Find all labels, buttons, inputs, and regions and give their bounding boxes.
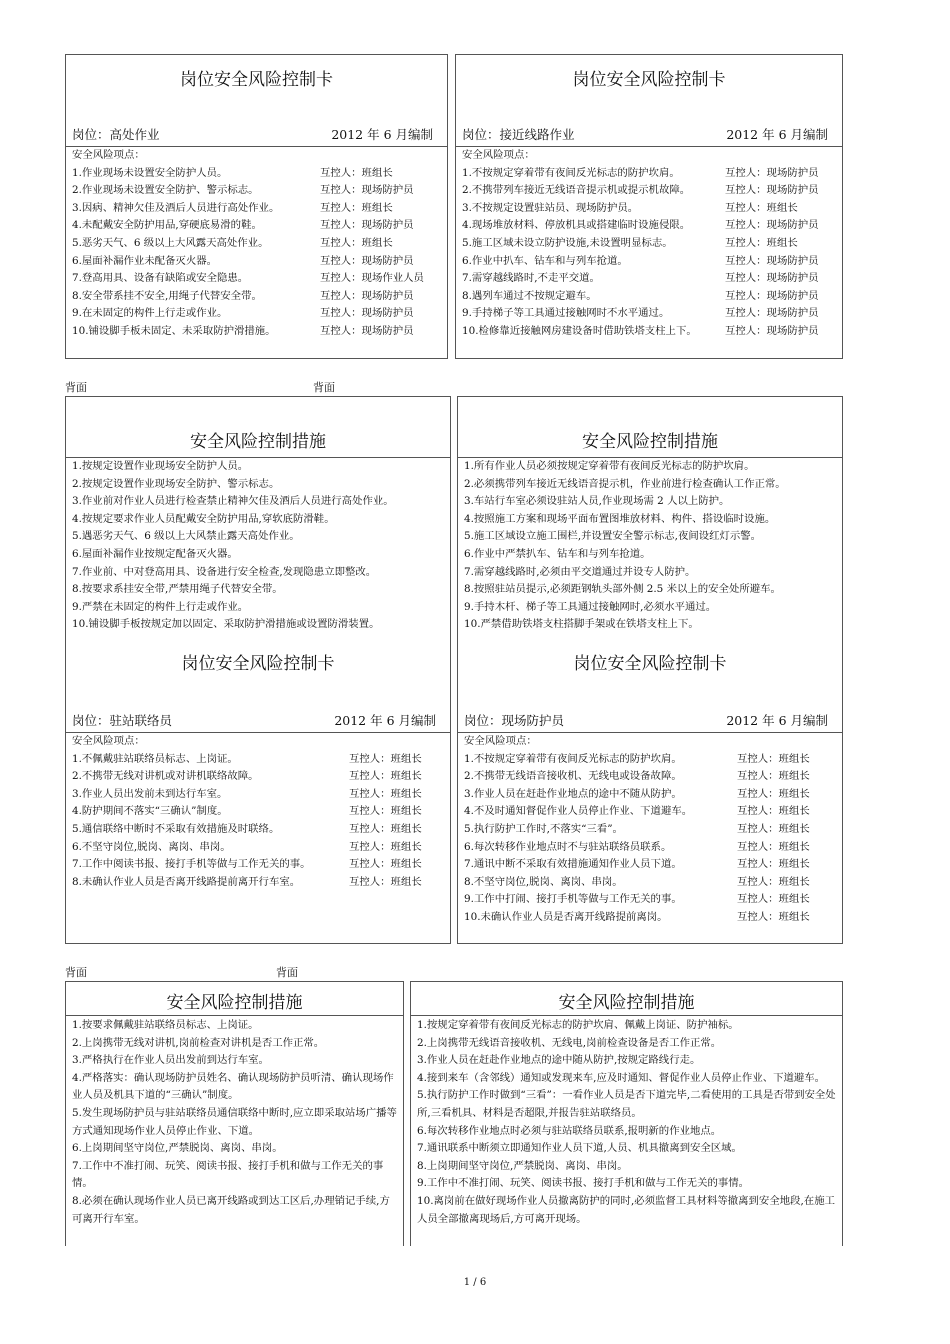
measure-item: 10.铺设脚手板按规定加以固定、采取防护滑措施或设置防滑装置。 bbox=[72, 618, 380, 631]
risk-item bbox=[464, 821, 838, 839]
risk-item-controller: 互控人：现场防护员 bbox=[320, 254, 414, 267]
risk-item-controller: 互控人：班组长 bbox=[349, 770, 422, 783]
card-meta bbox=[464, 711, 828, 729]
measure-item: 1.按规定穿着带有夜间反光标志的防护坎肩、佩戴上岗证、防护袖标。 bbox=[417, 1019, 739, 1031]
measure-item: 6.屋面补漏作业按规定配备灭火器。 bbox=[72, 547, 238, 560]
risk-item-text: 5.施工区域未设立防护设施,未设置明显标志。 bbox=[462, 236, 673, 249]
risk-item-text: 6.每次转移作业地点时不与驻站联络员联系。 bbox=[464, 840, 672, 853]
risk-item-text: 2.不携带无线对讲机或对讲机联络故障。 bbox=[72, 770, 259, 783]
risk-item-text: 5.恶劣天气、6 级以上大风露天高处作业。 bbox=[72, 236, 269, 249]
risk-list-header: 安全风险项点： bbox=[462, 149, 535, 161]
risk-item-controller: 互控人：班组长 bbox=[737, 752, 810, 765]
risk-item bbox=[72, 217, 443, 235]
risk-item bbox=[72, 856, 446, 874]
measures-and-card-left bbox=[65, 396, 451, 944]
risk-item bbox=[464, 786, 838, 804]
measures-list bbox=[72, 458, 446, 634]
risk-item bbox=[464, 909, 838, 927]
risk-item-controller: 互控人：班组长 bbox=[349, 875, 422, 888]
measure-item: 5.执行防护工作时做到“三看”：一看作业人员是否下道完毕,二看使用的工具是否带到安全处所,三看机具、材料是否超限,并报告驻站联络员。 bbox=[417, 1089, 836, 1119]
risk-item-text: 4.未配戴安全防护用品,穿硬底易滑的鞋。 bbox=[72, 219, 262, 232]
measure-item: 8.按要求系挂安全带,严禁用绳子代替安全带。 bbox=[72, 583, 283, 596]
risk-item-controller: 互控人：班组长 bbox=[349, 787, 422, 800]
measure-item: 5.遇恶劣天气、6 级以上大风禁止露天高处作业。 bbox=[72, 530, 300, 543]
risk-item-controller: 互控人：现场防护员 bbox=[725, 272, 819, 285]
risk-item-text: 4.不及时通知督促作业人员停止作业、下道避车。 bbox=[464, 805, 693, 818]
card-meta bbox=[72, 711, 436, 729]
risk-item-text: 6.屋面补漏作业未配备灭火器。 bbox=[72, 254, 217, 267]
measure-item: 8.上岗期间坚守岗位,严禁脱岗、离岗、串岗。 bbox=[417, 1159, 628, 1172]
risk-item-controller: 互控人：班组长 bbox=[737, 822, 810, 835]
measure-item: 3.作业人员在赶赴作业地点的途中随从防护,按规定路线行走。 bbox=[417, 1054, 701, 1067]
risk-item bbox=[72, 786, 446, 804]
measures-title: 安全风险控制措施 bbox=[166, 993, 303, 1013]
card-title: 岗位安全风险控制卡 bbox=[180, 70, 333, 90]
risk-item bbox=[72, 288, 443, 306]
risk-list-header: 安全风险项点： bbox=[72, 735, 145, 747]
measure-item: 5.发生现场防护员与驻站联络员通信联络中断时,应立即采取站场广播等方式通知现场作业人员停止作业、下道。 bbox=[72, 1106, 397, 1137]
risk-item bbox=[464, 768, 838, 786]
back-label: 背面 bbox=[313, 381, 335, 394]
risk-item bbox=[464, 751, 838, 769]
page-number: 1 / 6 bbox=[463, 1277, 487, 1288]
measure-item: 3.车站行车室必须设驻站人员,作业现场需 2 人以上防护。 bbox=[464, 495, 730, 508]
risk-item-controller: 互控人：现场防护员 bbox=[320, 324, 414, 337]
measure-item: 1.按规定设置作业现场安全防护人员。 bbox=[72, 460, 249, 472]
risk-list bbox=[462, 147, 838, 341]
measure-item: 1.所有作业人员必须按规定穿着带有夜间反光标志的防护坎肩。 bbox=[464, 460, 755, 472]
risk-item-controller: 互控人：班组长 bbox=[349, 858, 422, 871]
measure-item: 4.严格落实：确认现场防护员姓名、确认现场防护员听清、确认现场作业人员及机具下道的“三确认”制度。 bbox=[72, 1071, 394, 1102]
risk-item-controller: 互控人：班组长 bbox=[725, 201, 798, 214]
risk-item bbox=[72, 235, 443, 253]
risk-item bbox=[462, 235, 838, 253]
risk-item-text: 2.不携带无线语音接收机、无线电或设备故障。 bbox=[464, 770, 682, 783]
card-meta bbox=[462, 125, 828, 143]
risk-item-controller: 互控人：班组长 bbox=[349, 805, 422, 818]
risk-item bbox=[464, 803, 838, 821]
risk-item-controller: 互控人：班组长 bbox=[725, 236, 798, 249]
risk-item-controller: 互控人：现场防护员 bbox=[320, 289, 414, 302]
measure-item: 7.通讯联系中断须立即通知作业人员下道,人员、机具撤离到安全区域。 bbox=[417, 1142, 742, 1155]
risk-item-text: 4.现场堆放材料、停放机具或搭建临时设施侵限。 bbox=[462, 219, 691, 232]
measure-item: 6.上岗期间坚守岗位,严禁脱岗、离岗、串岗。 bbox=[72, 1142, 283, 1155]
risk-item bbox=[72, 803, 446, 821]
risk-item-text: 8.安全带系挂不安全,用绳子代替安全带。 bbox=[72, 289, 262, 302]
risk-item-controller: 互控人：班组长 bbox=[737, 875, 810, 888]
risk-item-controller: 互控人：现场作业人员 bbox=[320, 272, 424, 285]
risk-item-text: 2.作业现场未设置安全防护、警示标志。 bbox=[72, 184, 259, 197]
divider bbox=[411, 1015, 842, 1016]
risk-item bbox=[72, 874, 446, 892]
risk-item-text: 4.防护期间不落实“三确认”制度。 bbox=[72, 805, 228, 818]
measures-card-station-liaison bbox=[65, 981, 404, 1246]
measure-item: 9.严禁在未固定的构件上行走或作业。 bbox=[72, 600, 249, 613]
risk-item-text: 3.作业人员出发前未到达行车室。 bbox=[72, 787, 228, 800]
card-meta bbox=[72, 125, 433, 143]
risk-item-controller: 互控人：现场防护员 bbox=[725, 219, 819, 232]
risk-item bbox=[72, 270, 443, 288]
measure-item: 2.上岗携带无线对讲机,岗前检查对讲机是否工作正常。 bbox=[72, 1036, 325, 1049]
measure-item: 7.作业前、中对登高用具、设备进行安全检查,发现隐患立即整改。 bbox=[72, 565, 377, 578]
measure-item: 2.按规定设置作业现场安全防护、警示标志。 bbox=[72, 477, 280, 490]
card-post: 岗位：接近线路作业 bbox=[462, 127, 575, 142]
measure-item: 9.手持木杆、梯子等工具通过接触网时,必须水平通过。 bbox=[464, 600, 717, 613]
measure-item: 3.作业前对作业人员进行检查禁止精神欠佳及酒后人员进行高处作业。 bbox=[72, 495, 394, 508]
risk-item bbox=[462, 182, 838, 200]
risk-item-controller: 互控人：班组长 bbox=[737, 770, 810, 783]
risk-item bbox=[72, 305, 443, 323]
risk-item-text: 5.通信联络中断时不采取有效措施及时联络。 bbox=[72, 822, 280, 835]
risk-item-controller: 互控人：班组长 bbox=[320, 166, 393, 179]
risk-item bbox=[72, 182, 443, 200]
risk-item-controller: 互控人：现场防护员 bbox=[725, 324, 819, 337]
risk-item-controller: 互控人：班组长 bbox=[737, 910, 810, 923]
divider bbox=[66, 1015, 403, 1016]
risk-item-text: 9.工作中打闹、接打手机等做与工作无关的事。 bbox=[464, 893, 682, 906]
measures-list bbox=[72, 1017, 397, 1228]
risk-item bbox=[72, 323, 443, 341]
risk-item bbox=[72, 200, 443, 218]
risk-item-controller: 互控人：班组长 bbox=[349, 840, 422, 853]
risk-item-text: 3.作业人员在赶赴作业地点的途中不随从防护。 bbox=[464, 787, 682, 800]
risk-item-controller: 互控人：班组长 bbox=[349, 752, 422, 765]
risk-item-controller: 互控人：班组长 bbox=[320, 201, 393, 214]
risk-item-controller: 互控人：现场防护员 bbox=[320, 219, 414, 232]
risk-item bbox=[72, 768, 446, 786]
risk-item-controller: 互控人：班组长 bbox=[737, 787, 810, 800]
risk-item-text: 9.在未固定的构件上行走或作业。 bbox=[72, 307, 228, 320]
risk-item-controller: 互控人：班组长 bbox=[349, 822, 422, 835]
risk-item bbox=[464, 874, 838, 892]
measure-item: 4.按照施工方案和现场平面布置图堆放材料、构件、搭设临时设施。 bbox=[464, 512, 776, 525]
measure-item: 6.作业中严禁扒车、钻车和与列车抢道。 bbox=[464, 547, 651, 560]
risk-item-controller: 互控人：班组长 bbox=[737, 893, 810, 906]
risk-item-text: 8.遇列车通过不按规定避车。 bbox=[462, 289, 597, 302]
risk-list-header: 安全风险项点： bbox=[72, 149, 145, 161]
risk-item bbox=[462, 323, 838, 341]
risk-item-text: 1.不按规定穿着带有夜间反光标志的防护坎肩。 bbox=[464, 752, 682, 765]
risk-item-text: 6.不坚守岗位,脱岗、离岗、串岗。 bbox=[72, 840, 231, 853]
measures-list bbox=[417, 1017, 840, 1228]
risk-item bbox=[72, 253, 443, 271]
card-date: 2012 年 6 月编制 bbox=[726, 127, 828, 142]
card-date: 2012 年 6 月编制 bbox=[331, 127, 433, 142]
risk-item-controller: 互控人：班组长 bbox=[320, 236, 393, 249]
risk-item-text: 2.不携带列车接近无线语音提示机或提示机故障。 bbox=[462, 184, 691, 197]
card-post: 岗位：高处作业 bbox=[72, 127, 160, 142]
back-label: 背面 bbox=[65, 381, 87, 394]
measure-item: 2.上岗携带无线语音接收机、无线电,岗前检查设备是否工作正常。 bbox=[417, 1036, 722, 1049]
risk-item-text: 7.登高用具、设备有缺陷或安全隐患。 bbox=[72, 272, 249, 285]
card-post: 岗位：驻站联络员 bbox=[72, 713, 173, 728]
measure-item: 3.严格执行在作业人员出发前到达行车室。 bbox=[72, 1054, 269, 1067]
risk-item-text: 8.不坚守岗位,脱岗、离岗、串岗。 bbox=[464, 875, 623, 888]
risk-item-text: 3.不按规定设置驻站员、现场防护员。 bbox=[462, 201, 639, 214]
risk-list-header: 安全风险项点： bbox=[464, 735, 537, 747]
risk-item-text: 7.工作中阅读书报、接打手机等做与工作无关的事。 bbox=[72, 858, 311, 871]
risk-item bbox=[462, 200, 838, 218]
risk-item bbox=[464, 839, 838, 857]
risk-item-controller: 互控人：班组长 bbox=[737, 858, 810, 871]
measures-and-card-right bbox=[457, 396, 843, 944]
risk-item-text: 3.因病、精神欠佳及酒后人员进行高处作业。 bbox=[72, 201, 280, 214]
measure-item: 7.需穿越线路时,必须由平交道通过并设专人防护。 bbox=[464, 565, 696, 578]
risk-item bbox=[72, 165, 443, 183]
risk-item-controller: 互控人：现场防护员 bbox=[725, 307, 819, 320]
card-post: 岗位：现场防护员 bbox=[464, 713, 565, 728]
measure-item: 9.工作中不准打闹、玩笑、阅读书报、接打手机和做与工作无关的事情。 bbox=[417, 1177, 750, 1190]
risk-item bbox=[464, 856, 838, 874]
risk-item-text: 10.未确认作业人员是否离开线路提前离岗。 bbox=[464, 910, 668, 923]
measure-item: 7.工作中不准打闹、玩笑、阅读书报、接打手机和做与工作无关的事情。 bbox=[72, 1159, 384, 1190]
risk-item bbox=[462, 253, 838, 271]
risk-item-controller: 互控人：现场防护员 bbox=[320, 184, 414, 197]
risk-list bbox=[464, 733, 838, 927]
risk-item bbox=[462, 305, 838, 323]
risk-item-text: 7.通讯中断不采取有效措施通知作业人员下道。 bbox=[464, 858, 682, 871]
risk-list bbox=[72, 147, 443, 341]
card-date: 2012 年 6 月编制 bbox=[726, 713, 828, 728]
card-date: 2012 年 6 月编制 bbox=[334, 713, 436, 728]
risk-item-text: 1.作业现场未设置安全防护人员。 bbox=[72, 166, 228, 179]
risk-item-controller: 互控人：班组长 bbox=[737, 805, 810, 818]
risk-item bbox=[462, 288, 838, 306]
risk-item-controller: 互控人：现场防护员 bbox=[725, 166, 819, 179]
risk-item bbox=[462, 217, 838, 235]
risk-item bbox=[462, 270, 838, 288]
risk-item-text: 8.未确认作业人员是否离开线路提前离开行车室。 bbox=[72, 875, 301, 888]
measures-title: 安全风险控制措施 bbox=[190, 432, 326, 452]
risk-item-text: 1.不按规定穿着带有夜间反光标志的防护坎肩。 bbox=[462, 166, 680, 179]
risk-item-text: 5.执行防护工作时,不落实“三看”。 bbox=[464, 822, 623, 835]
risk-item-text: 6.作业中扒车、钻车和与列车抢道。 bbox=[462, 254, 628, 267]
measure-item: 4.按规定要求作业人员配戴安全防护用品,穿软底防滑鞋。 bbox=[72, 512, 335, 525]
measure-item: 1.按要求佩戴驻站联络员标志、上岗证。 bbox=[72, 1019, 259, 1031]
risk-item-text: 9.手持梯子等工具通过接触网时不水平通过。 bbox=[462, 307, 670, 320]
measure-item: 4.接到来车（含邻线）通知或发现来车,应及时通知、督促作业人员停止作业、下道避车。 bbox=[417, 1071, 826, 1084]
risk-item-controller: 互控人：现场防护员 bbox=[725, 254, 819, 267]
risk-item-text: 10.检修靠近接触网房建设备时借助铁塔支柱上下。 bbox=[462, 324, 697, 337]
measures-card-site-guard bbox=[410, 981, 843, 1246]
risk-card-near-track bbox=[455, 54, 843, 359]
risk-item-text: 7.需穿越线路时,不走平交道。 bbox=[462, 272, 600, 285]
card-title: 岗位安全风险控制卡 bbox=[573, 654, 727, 674]
risk-item bbox=[72, 821, 446, 839]
measure-item: 10.离岗前在做好现场作业人员撤离防护的同时,必须监督工具材料等撤离到安全地段,在施工人员全部撤离现场后,方可离开现场。 bbox=[417, 1194, 835, 1225]
risk-item bbox=[72, 751, 446, 769]
measure-item: 8.必须在确认现场作业人员已离开线路或到达工区后,办理销记手续,方可离开行车室。 bbox=[72, 1194, 390, 1225]
measures-list bbox=[464, 458, 838, 634]
risk-item-controller: 互控人：现场防护员 bbox=[725, 184, 819, 197]
measure-item: 6.每次转移作业地点时必须与驻站联络员联系,报明新的作业地点。 bbox=[417, 1124, 722, 1137]
risk-item-controller: 互控人：现场防护员 bbox=[725, 289, 819, 302]
measure-item: 5.施工区域设立施工围栏,并设置安全警示标志,夜间设红灯示警。 bbox=[464, 530, 762, 543]
measure-item: 8.按照驻站员提示,必须距钢轨头部外侧 2.5 米以上的安全处所避车。 bbox=[464, 583, 781, 596]
card-title: 岗位安全风险控制卡 bbox=[181, 654, 335, 674]
risk-item bbox=[72, 839, 446, 857]
risk-list bbox=[72, 733, 446, 891]
back-label: 背面 bbox=[65, 966, 87, 979]
risk-item-controller: 互控人：班组长 bbox=[737, 840, 810, 853]
measure-item: 2.必须携带列车接近无线语音提示机，作业前进行检查确认工作正常。 bbox=[464, 477, 786, 490]
card-title: 岗位安全风险控制卡 bbox=[572, 70, 726, 90]
risk-item-text: 1.不佩戴驻站联络员标志、上岗证。 bbox=[72, 752, 238, 765]
risk-card-high-altitude bbox=[65, 54, 448, 359]
measures-title: 安全风险控制措施 bbox=[558, 993, 695, 1013]
measure-item: 10.严禁借助铁塔支柱搭脚手架或在铁塔支柱上下。 bbox=[464, 618, 699, 631]
risk-item bbox=[464, 891, 838, 909]
back-label: 背面 bbox=[276, 966, 298, 979]
risk-item-text: 10.铺设脚手板未固定、未采取防护滑措施。 bbox=[72, 324, 276, 337]
measures-title: 安全风险控制措施 bbox=[582, 432, 718, 452]
risk-item bbox=[462, 165, 838, 183]
risk-item-controller: 互控人：现场防护员 bbox=[320, 307, 414, 320]
